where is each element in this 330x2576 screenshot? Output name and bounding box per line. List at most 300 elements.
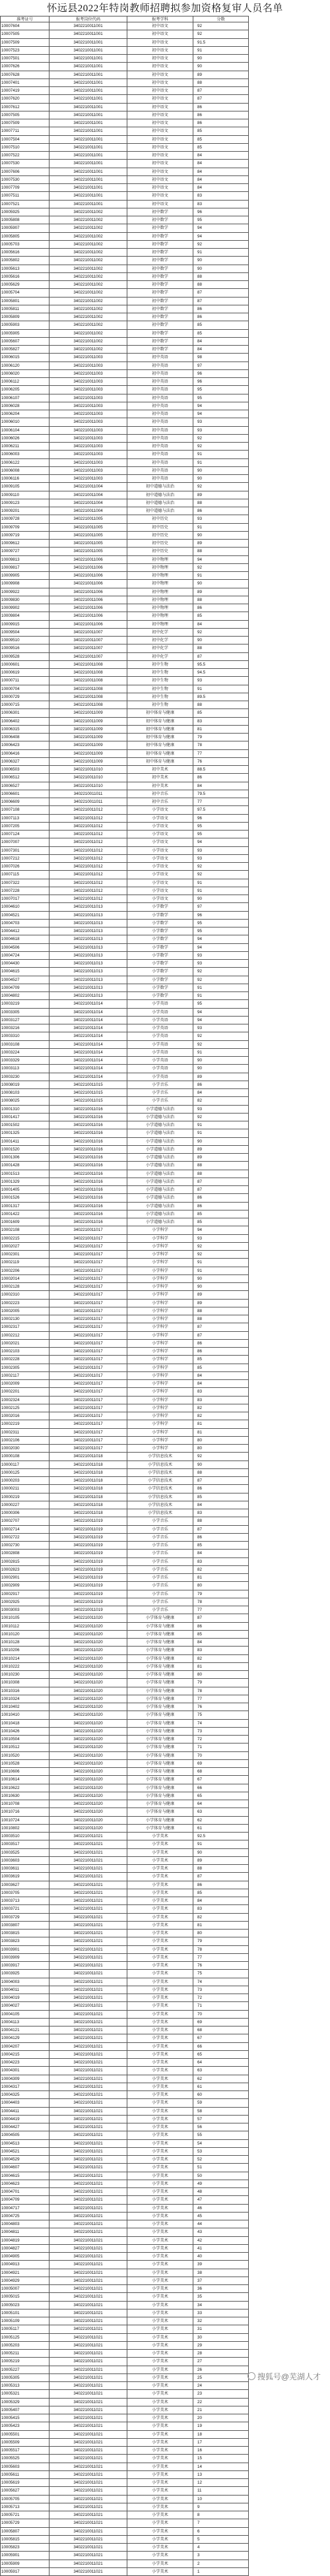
cell-exam-id: 10008025 (1, 1097, 50, 1105)
table-row (1, 2269, 249, 2277)
cell-exam-id: 10002030 (1, 1445, 50, 1453)
cell-exam-id: 10004529 (1, 2156, 50, 2164)
cell-score: 83 (193, 1647, 249, 1654)
cell-subject: 小学美术 (127, 2042, 193, 2050)
cell-post-code: 3402210011017 (50, 1242, 127, 1250)
table-row (1, 1856, 249, 1864)
table-row (1, 168, 249, 175)
cell-subject: 初中历史 (127, 540, 193, 548)
cell-post-code: 3402210011021 (50, 2164, 127, 2172)
table-row (1, 1412, 249, 1420)
cell-score: 41 (193, 2244, 249, 2252)
cell-subject: 初中物理 (127, 612, 193, 620)
cell-score: 78 (193, 741, 249, 749)
cell-subject: 小学信息技术 (127, 1485, 193, 1493)
cell-score: 91 (193, 1840, 249, 1848)
table-row (1, 38, 249, 46)
table-row (1, 2350, 249, 2358)
table-row (1, 386, 249, 394)
table-row (1, 184, 249, 192)
cell-subject: 小学音乐 (127, 1606, 193, 1614)
cell-score: 42 (193, 2236, 249, 2244)
cell-subject: 小学美术 (127, 1913, 193, 1921)
cell-exam-id: 10004724 (1, 951, 50, 959)
table-row (1, 1816, 249, 1824)
table-row (1, 305, 249, 313)
cell-subject: 小学音乐 (127, 1590, 193, 1598)
cell-post-code: 3402210011008 (50, 660, 127, 668)
cell-post-code: 3402210011012 (50, 895, 127, 903)
cell-subject: 小学科学 (127, 1291, 193, 1299)
cell-exam-id: 10002021 (1, 1339, 50, 1347)
cell-score: 38 (193, 2269, 249, 2277)
cell-post-code: 3402210011012 (50, 854, 127, 862)
cell-post-code: 3402210011002 (50, 313, 127, 321)
cell-post-code: 3402210011001 (50, 103, 127, 111)
cell-post-code: 3402210011021 (50, 2026, 127, 2034)
cell-post-code: 3402210011021 (50, 2212, 127, 2220)
cell-exam-id: 10009510 (1, 637, 50, 644)
cell-exam-id: 10005616 (1, 249, 50, 257)
cell-subject: 初中体育与健康 (127, 725, 193, 733)
table-row (1, 1404, 249, 1412)
table-row (1, 2196, 249, 2204)
cell-exam-id: 10002311 (1, 1428, 50, 1436)
cell-exam-id: 10004019 (1, 1994, 50, 2002)
cell-post-code: 3402210011016 (50, 1137, 127, 1145)
cell-score: 69 (193, 2018, 249, 2026)
table-row (1, 2567, 249, 2575)
cell-subject: 小学美术 (127, 2382, 193, 2390)
cell-score: 80 (193, 1582, 249, 1590)
cell-subject: 小学美术 (127, 2253, 193, 2261)
cell-post-code: 3402210011020 (50, 1647, 127, 1654)
cell-exam-id: 10004521 (1, 911, 50, 919)
cell-subject: 小学美术 (127, 2269, 193, 2277)
cell-score: 89 (193, 540, 249, 548)
cell-subject: 初中音乐 (127, 798, 193, 806)
cell-score: 50 (193, 2172, 249, 2180)
cell-exam-id: 10010528 (1, 1759, 50, 1767)
table-row (1, 1962, 249, 1970)
cell-subject: 小学英语 (127, 1000, 193, 1008)
cell-exam-id: 10000601 (1, 660, 50, 668)
table-row (1, 790, 249, 798)
cell-score: 84 (193, 175, 249, 183)
cell-score: 92 (193, 628, 249, 636)
cell-post-code: 3402210011006 (50, 580, 127, 588)
cell-post-code: 3402210011008 (50, 677, 127, 685)
cell-score: 75 (193, 1711, 249, 1719)
cell-exam-id: 10009727 (1, 548, 50, 555)
cell-subject: 小学美术 (127, 1881, 193, 1889)
cell-subject: 初中生物 (127, 660, 193, 668)
cell-post-code: 3402210011001 (50, 192, 127, 200)
cell-post-code: 3402210011013 (50, 903, 127, 911)
cell-subject: 小学音乐 (127, 1517, 193, 1525)
cell-score: 95.5 (193, 660, 249, 668)
table-row (1, 1348, 249, 1356)
table-row (1, 475, 249, 483)
table-row (1, 1945, 249, 1953)
cell-score: 91 (193, 572, 249, 580)
cell-exam-id: 10004411 (1, 2107, 50, 2115)
cell-post-code: 3402210011021 (50, 2115, 127, 2123)
cell-score: 90 (193, 475, 249, 483)
cell-subject: 初中物理 (127, 563, 193, 571)
cell-post-code: 3402210011002 (50, 257, 127, 265)
cell-post-code: 3402210011003 (50, 451, 127, 458)
cell-subject: 小学美术 (127, 1848, 193, 1856)
cell-exam-id: 10005101 (1, 2309, 50, 2317)
cell-score: 87 (193, 297, 249, 305)
cell-score: 97 (193, 903, 249, 911)
cell-post-code: 3402210011014 (50, 1000, 127, 1008)
table-row (1, 2341, 249, 2349)
table-row (1, 1477, 249, 1485)
cell-subject: 初中道德与法治 (127, 483, 193, 491)
table-row (1, 540, 249, 548)
cell-exam-id: 10006315 (1, 725, 50, 733)
table-row (1, 1557, 249, 1565)
cell-post-code: 3402210011021 (50, 1930, 127, 1937)
cell-subject: 初中物理 (127, 555, 193, 563)
cell-subject: 小学美术 (127, 2034, 193, 2042)
table-row (1, 660, 249, 668)
cell-score: 89 (193, 491, 249, 499)
cell-score: 89 (193, 1154, 249, 1162)
cell-subject: 小学体育与健康 (127, 1719, 193, 1727)
cell-exam-id: 10001306 (1, 1154, 50, 1162)
table-row (1, 192, 249, 200)
cell-score: 49 (193, 2180, 249, 2187)
table-row (1, 2422, 249, 2430)
cell-subject: 初中历史 (127, 523, 193, 531)
cell-score: 84 (193, 1550, 249, 1557)
cell-subject: 初中生物 (127, 685, 193, 693)
cell-score: 28 (193, 2350, 249, 2358)
cell-exam-id: 10003510 (1, 1833, 50, 1840)
cell-post-code: 3402210011018 (50, 1509, 127, 1517)
cell-score: 93 (193, 854, 249, 862)
cell-exam-id: 10002016 (1, 1412, 50, 1420)
table-row (1, 1905, 249, 1913)
cell-score: 88 (193, 1170, 249, 1178)
cell-exam-id: 10005125 (1, 2333, 50, 2341)
cell-post-code: 3402210011021 (50, 1848, 127, 1856)
cell-subject: 小学信息技术 (127, 1461, 193, 1468)
cell-exam-id: 10003901 (1, 1945, 50, 1953)
table-row (1, 491, 249, 499)
cell-post-code: 3402210011021 (50, 1986, 127, 1994)
cell-score: 57 (193, 2115, 249, 2123)
cell-post-code: 3402210011012 (50, 887, 127, 895)
cell-post-code: 3402210011001 (50, 119, 127, 127)
cell-score: 88 (193, 1517, 249, 1525)
cell-subject: 小学美术 (127, 1986, 193, 1994)
table-body (1, 22, 249, 2576)
cell-exam-id: 10010614 (1, 1776, 50, 1784)
table-row (1, 1089, 249, 1097)
cell-score: 27 (193, 2358, 249, 2366)
cell-subject: 初中语文 (127, 135, 193, 143)
cell-subject: 小学体育与健康 (127, 1808, 193, 1816)
cell-score: 92 (193, 240, 249, 248)
cell-post-code: 3402210011021 (50, 2188, 127, 2196)
cell-post-code: 3402210011005 (50, 531, 127, 539)
cell-exam-id: 10004003 (1, 1978, 50, 1986)
table-row (1, 2212, 249, 2220)
cell-score: 73 (193, 1727, 249, 1735)
cell-post-code: 3402210011012 (50, 863, 127, 871)
cell-subject: 小学美术 (127, 2018, 193, 2026)
cell-exam-id: 10005721 (1, 2511, 50, 2519)
table-row (1, 2026, 249, 2034)
cell-subject: 小学体育与健康 (127, 1744, 193, 1751)
cell-post-code: 3402210011021 (50, 1865, 127, 1873)
cell-exam-id: 10009201 (1, 507, 50, 515)
cell-exam-id: 10006416 (1, 749, 50, 757)
cell-score: 84 (193, 152, 249, 160)
table-row (1, 1291, 249, 1299)
table-row (1, 637, 249, 644)
table-row (1, 2544, 249, 2552)
cell-post-code: 3402210011002 (50, 329, 127, 337)
cell-subject: 小学美术 (127, 2075, 193, 2083)
cell-score: 87 (193, 1331, 249, 1339)
table-row (1, 63, 249, 71)
cell-exam-id: 10010112 (1, 1622, 50, 1630)
cell-score: 90 (193, 257, 249, 265)
cell-subject: 小学语文 (127, 854, 193, 862)
table-row (1, 451, 249, 458)
cell-score: 12 (193, 2479, 249, 2487)
cell-score: 90 (193, 895, 249, 903)
cell-score: 88 (193, 1307, 249, 1315)
cell-score: 81 (193, 1428, 249, 1436)
cell-score: 83 (193, 1557, 249, 1565)
cell-score: 87 (193, 1873, 249, 1881)
cell-subject: 初中语文 (127, 192, 193, 200)
table-row (1, 652, 249, 660)
table-row (1, 2414, 249, 2422)
cell-subject: 小学美术 (127, 2196, 193, 2204)
table-row (1, 774, 249, 782)
cell-post-code: 3402210011018 (50, 1501, 127, 1509)
cell-exam-id: 10006122 (1, 458, 50, 466)
table-row (1, 1113, 249, 1121)
cell-exam-id: 10009902 (1, 604, 50, 612)
cell-exam-id: 10007521 (1, 200, 50, 208)
cell-score: 62 (193, 2075, 249, 2083)
cell-score: 85 (193, 1210, 249, 1218)
table-row (1, 1533, 249, 1541)
cell-score: 94 (193, 1016, 249, 1024)
cell-score: 91 (193, 984, 249, 991)
cell-subject: 小学美术 (127, 1856, 193, 1864)
cell-score: 22 (193, 2398, 249, 2406)
table-row (1, 2470, 249, 2478)
cell-subject: 小学体育与健康 (127, 1687, 193, 1695)
cell-post-code: 3402210011020 (50, 1614, 127, 1622)
cell-subject: 小学美术 (127, 2438, 193, 2446)
cell-post-code: 3402210011017 (50, 1339, 127, 1347)
cell-score: 94 (193, 943, 249, 951)
cell-exam-id: 10004527 (1, 976, 50, 984)
cell-subject: 初中物理 (127, 620, 193, 628)
cell-post-code: 3402210011011 (50, 798, 127, 806)
cell-score: 6 (193, 2527, 249, 2535)
cell-score: 65 (193, 1792, 249, 1800)
cell-exam-id: 10007509 (1, 119, 50, 127)
cell-post-code: 3402210011002 (50, 321, 127, 329)
cell-score: 90 (193, 63, 249, 71)
cell-score: 29 (193, 2341, 249, 2349)
cell-post-code: 3402210011016 (50, 1202, 127, 1210)
cell-subject: 小学美术 (127, 1978, 193, 1986)
cell-subject: 初中语文 (127, 200, 193, 208)
cell-exam-id: 10002223 (1, 1299, 50, 1307)
table-row (1, 588, 249, 596)
cell-exam-id: 10007504 (1, 135, 50, 143)
cell-subject: 初中语文 (127, 55, 193, 63)
cell-exam-id: 10004506 (1, 943, 50, 951)
cell-score: 3 (193, 2552, 249, 2560)
cell-exam-id: 10010324 (1, 1695, 50, 1703)
cell-score: 77 (193, 1953, 249, 1961)
cell-score: 93 (193, 846, 249, 854)
table-row (1, 394, 249, 402)
cell-subject: 小学科学 (127, 1428, 193, 1436)
cell-post-code: 3402210011021 (50, 2107, 127, 2115)
cell-subject: 初中数学 (127, 346, 193, 354)
cell-post-code: 3402210011021 (50, 2422, 127, 2430)
cell-post-code: 3402210011013 (50, 960, 127, 968)
cell-exam-id: 10005704 (1, 289, 50, 297)
cell-score: 90 (193, 1461, 249, 1468)
cell-exam-id: 10004803 (1, 2220, 50, 2228)
table-row (1, 2358, 249, 2366)
cell-exam-id: 10001428 (1, 1162, 50, 1170)
cell-exam-id: 10004929 (1, 2277, 50, 2284)
cell-exam-id: 10006008 (1, 466, 50, 474)
cell-post-code: 3402210011006 (50, 572, 127, 580)
cell-subject: 小学体育与健康 (127, 1736, 193, 1744)
cell-subject: 小学美术 (127, 2285, 193, 2293)
cell-score: 91 (193, 451, 249, 458)
table-row (1, 968, 249, 976)
table-row (1, 160, 249, 168)
cell-score: 80 (193, 1671, 249, 1679)
cell-post-code: 3402210011012 (50, 831, 127, 838)
cell-post-code: 3402210011016 (50, 1113, 127, 1121)
table-row (1, 79, 249, 86)
cell-post-code: 3402210011017 (50, 1388, 127, 1396)
cell-subject: 小学体育与健康 (127, 1792, 193, 1800)
cell-exam-id: 10002219 (1, 1420, 50, 1428)
table-row (1, 1461, 249, 1468)
cell-post-code: 3402210011003 (50, 466, 127, 474)
cell-subject: 小学体育与健康 (127, 1662, 193, 1670)
cell-exam-id: 10010802 (1, 1824, 50, 1832)
cell-exam-id: 10010426 (1, 1727, 50, 1735)
table-row (1, 515, 249, 523)
cell-score: 94 (193, 838, 249, 846)
cell-post-code: 3402210011012 (50, 814, 127, 822)
cell-post-code: 3402210011019 (50, 1557, 127, 1565)
cell-post-code: 3402210011004 (50, 499, 127, 507)
cell-subject: 小学信息技术 (127, 1501, 193, 1509)
cell-score: 90 (193, 55, 249, 63)
cell-score: 92 (193, 1251, 249, 1259)
cell-post-code: 3402210011017 (50, 1371, 127, 1379)
cell-score: 80 (193, 1930, 249, 1937)
cell-exam-id: 10007505 (1, 30, 50, 38)
cell-post-code: 3402210011008 (50, 701, 127, 709)
cell-exam-id: 10003729 (1, 1913, 50, 1921)
cell-subject: 小学音乐 (127, 1525, 193, 1533)
cell-post-code: 3402210011018 (50, 1493, 127, 1501)
cell-subject: 初中数学 (127, 281, 193, 289)
cell-post-code: 3402210011021 (50, 2438, 127, 2446)
cell-post-code: 3402210011008 (50, 685, 127, 693)
cell-post-code: 3402210011021 (50, 2535, 127, 2543)
table-row (1, 1921, 249, 1929)
cell-post-code: 3402210011006 (50, 596, 127, 604)
table-row (1, 1848, 249, 1856)
cell-subject: 小学体育与健康 (127, 1759, 193, 1767)
table-row (1, 1396, 249, 1404)
cell-exam-id: 10001609 (1, 1218, 50, 1226)
cell-score: 84 (193, 160, 249, 168)
cell-subject: 初中英语 (127, 426, 193, 434)
table-row (1, 426, 249, 434)
cell-post-code: 3402210011006 (50, 604, 127, 612)
cell-post-code: 3402210011002 (50, 346, 127, 354)
cell-exam-id: 10007509 (1, 38, 50, 46)
table-row (1, 2204, 249, 2212)
table-row (1, 1727, 249, 1735)
table-row (1, 1178, 249, 1185)
cell-post-code: 3402210011013 (50, 992, 127, 1000)
cell-post-code: 3402210011021 (50, 2560, 127, 2567)
cell-exam-id: 10000619 (1, 669, 50, 677)
cell-score: 90 (193, 1065, 249, 1073)
cell-score: 94 (193, 555, 249, 563)
cell-score: 58 (193, 2107, 249, 2115)
table-row (1, 1606, 249, 1614)
cell-score: 82 (193, 1097, 249, 1105)
table-row (1, 249, 249, 257)
cell-score: 89 (193, 1073, 249, 1081)
cell-exam-id: 10004725 (1, 2212, 50, 2220)
cell-subject: 小学美术 (127, 2083, 193, 2090)
cell-post-code: 3402210011001 (50, 71, 127, 79)
table-row (1, 1356, 249, 1364)
cell-score: 78 (193, 1687, 249, 1695)
table-row (1, 2034, 249, 2042)
cell-score: 39 (193, 2261, 249, 2269)
cell-exam-id: 10009830 (1, 596, 50, 604)
table-row (1, 580, 249, 588)
table-row (1, 354, 249, 361)
cell-subject: 小学体育与健康 (127, 1639, 193, 1647)
cell-post-code: 3402210011003 (50, 434, 127, 442)
cell-score: 85 (193, 1356, 249, 1364)
table-row (1, 596, 249, 604)
cell-exam-id: 10006010 (1, 418, 50, 426)
cell-score: 91 (193, 1048, 249, 1056)
